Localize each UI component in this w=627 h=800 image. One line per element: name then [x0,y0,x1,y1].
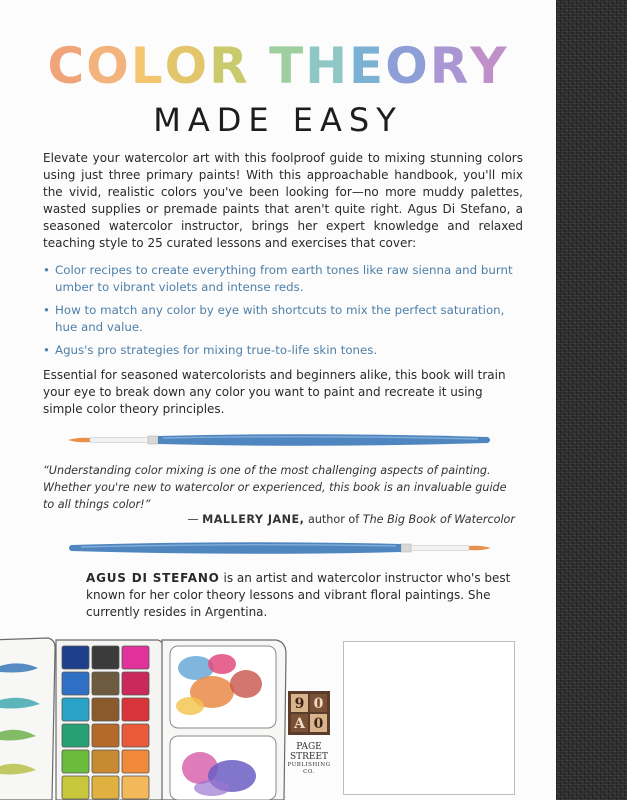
barcode-area [343,641,515,795]
title-letter: Y [470,37,509,95]
intro-paragraph: Elevate your watercolor art with this foolproof guide to mixing stunning colors using just three primary paints! With this approachable handbook, you'll mix the vivid, realistic colors you've been looking for—no more muddy palettes, wasted supplies or premade paints that aren't quite right. Agus Di Stefano, a seasoned watercolor instructor, brings her expert knowledge and relaxed teaching style to 25 curated lessons and exercises that cover: [43,151,523,250]
paint-well [122,750,149,773]
paint-well [92,750,119,773]
title-letter: R [429,37,471,95]
paint-well [62,724,89,747]
paint-well [122,698,149,721]
paint-well [122,776,149,799]
book-subtitle: MADE EASY [153,101,403,139]
title-letter: H [305,37,350,95]
list-item: • Color recipes to create everything from earth tones like raw sienna and burnt umber to vibrant violets and intense reds. [43,262,523,295]
author-name: AGUS DI STEFANO [86,571,220,585]
paint-well [122,724,149,747]
paint-well [122,672,149,695]
title-letter: O [164,37,210,95]
title-letter: O [86,37,131,95]
publisher-logo [284,690,334,782]
paintbrush-icon [66,538,491,558]
book-title [0,34,556,98]
title-letter: R [209,37,250,95]
title-letter: T [269,37,306,95]
paint-well [62,776,89,799]
book-spine [556,0,627,800]
svg-text:9: 9 [294,696,305,712]
title-letter: O [385,37,430,95]
svg-text:0: 0 [313,696,324,712]
endorsement-quote: “Understanding color mixing is one of the most challenging aspects of painting. Whether you're new to watercolor or experienced, this book is an invaluable guide to all things color!” [43,464,507,511]
attribution-middle: author of [304,513,363,526]
paint-well [62,672,89,695]
paint-well [62,750,89,773]
svg-text:A: A [294,716,305,732]
attribution-dash: — [187,513,203,526]
paint-well [62,646,89,669]
endorser-book-title: The Big Book of Watercolor [362,513,515,526]
list-item: • How to match any color by eye with shortcuts to mix the perfect saturation, hue and value. [43,302,523,335]
paint-well [92,776,119,799]
watercolor-palette-illustration [0,628,300,800]
author-bio [86,570,526,621]
paint-well [62,698,89,721]
paintbrush-icon [68,430,493,450]
page-street-logo-icon [287,690,331,736]
svg-text:0: 0 [313,716,324,732]
title-letter [250,34,269,98]
title-letter: C [47,37,87,95]
quote-attribution [43,513,515,526]
list-item: • Agus's pro strategies for mixing true-to-life skin tones. [43,342,523,359]
endorser-name: MALLERY JANE, [202,513,305,526]
closing-paragraph: Essential for seasoned watercolorists and beginners alike, this book will train your eye to break down any color you want to paint and recreate it using simple color theory principles. [43,368,506,416]
publisher-subname: PUBLISHING CO. [287,762,331,775]
paint-well [122,646,149,669]
paint-well [92,672,119,695]
author-bio-text: is an artist and watercolor instructor who's best known for her color theory lessons and vibrant floral paintings. She currently resides in Argentina. [86,571,511,619]
paint-well [92,724,119,747]
title-letter: L [130,37,165,95]
paint-well [92,698,119,721]
paint-well [92,646,119,669]
feature-list [43,262,523,366]
publisher-name: PAGE STREET [289,742,329,762]
title-letter: E [349,37,386,95]
